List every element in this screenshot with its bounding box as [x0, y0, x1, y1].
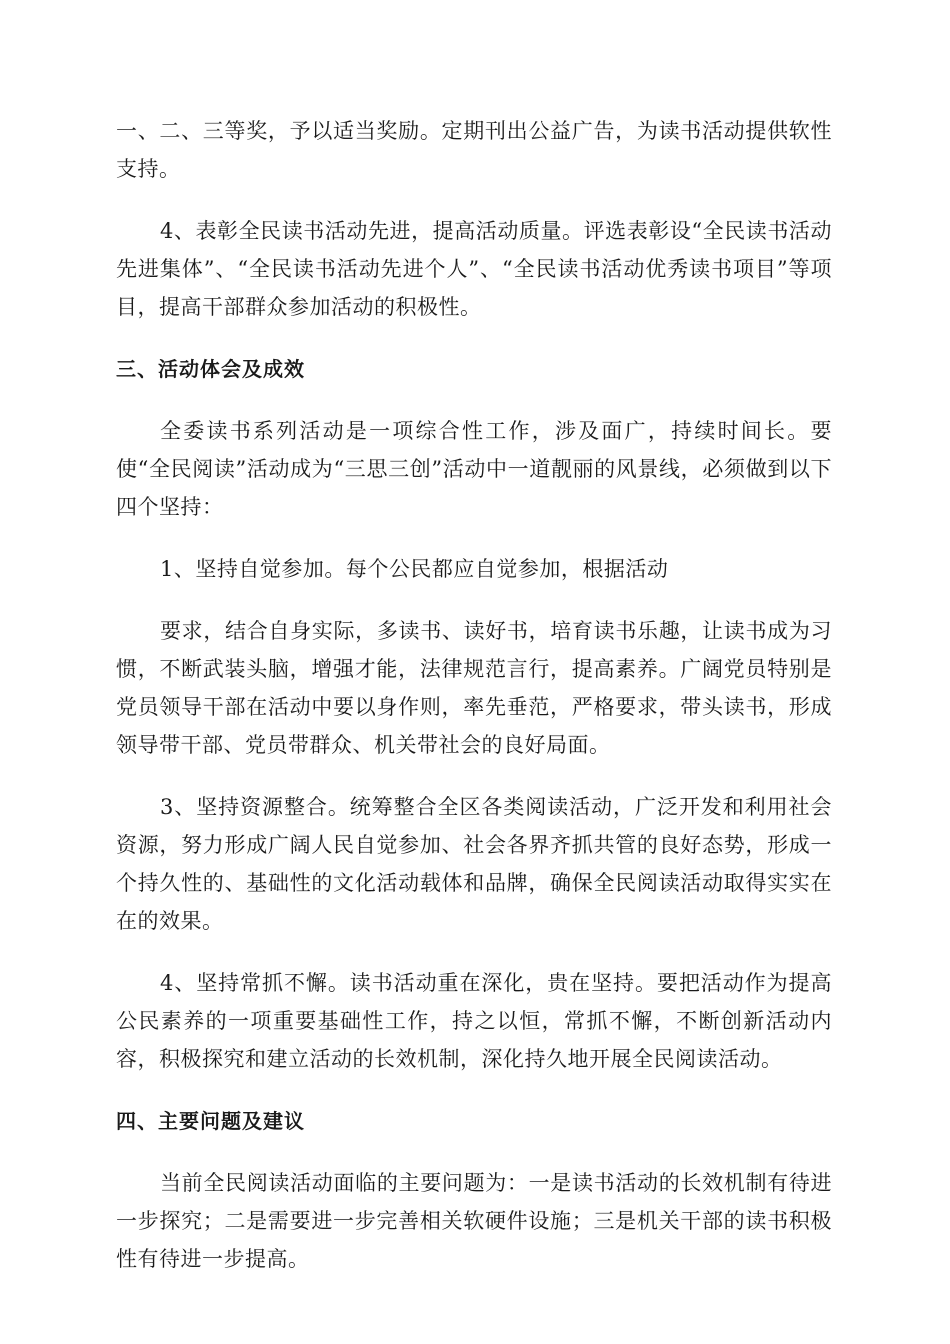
- paragraph-activity-summary: 全委读书系列活动是一项综合性工作，涉及面广，持续时间长。要使“全民阅读”活动成为“三思三创”活动中一道靓丽的风景线，必须做到以下四个坚持：: [116, 419, 832, 519]
- paragraph-persistence: 4、坚持常抓不懈。读书活动重在深化，贵在坚持。要把活动作为提高公民素养的一项重要基础性工作，持之以恒，常抓不懈，不断创新活动内容，积极探究和建立活动的长效机制，深化持久地开展全民阅读活动。: [116, 971, 832, 1071]
- paragraph-awards: 一、二、三等奖，予以适当奖励。定期刊出公益广告，为读书活动提供软性支持。: [116, 119, 832, 181]
- section-heading-3: 三、活动体会及成效: [116, 357, 305, 381]
- paragraph-problems: 当前全民阅读活动面临的主要问题为：一是读书活动的长效机制有待进一步探究；二是需要进一步完善相关软硬件设施；三是机关干部的读书积极性有待进一步提高。: [116, 1171, 832, 1271]
- section-heading-4: 四、主要问题及建议: [116, 1109, 305, 1133]
- paragraph-resource-integration: 3、坚持资源整合。统筹整合全区各类阅读活动，广泛开发和利用社会资源，努力形成广阔人民自觉参加、社会各界齐抓共管的良好态势，形成一个持久性的、基础性的文化活动载体和品牌，确保全民阅读活动取得实实在在的效果。: [116, 795, 832, 933]
- paragraph-requirements: 要求，结合自身实际，多读书、读好书，培育读书乐趣，让读书成为习惯，不断武装头脑，增强才能，法律规范言行，提高素养。广阔党员特别是党员领导干部在活动中要以身作则，率先垂范，严格要求，带头读书，形成领导带干部、党员带群众、机关带社会的良好局面。: [116, 619, 832, 757]
- paragraph-persist-participation: 1、坚持自觉参加。每个公民都应自觉参加，根据活动: [160, 557, 669, 581]
- document-page: [116, 112, 832, 1302]
- paragraph-commendation: 4、表彰全民读书活动先进，提高活动质量。评选表彰设“全民读书活动先进集体”、“全民读书活动先进个人”、“全民读书活动优秀读书项目”等项目，提高干部群众参加活动的积极性。: [116, 219, 832, 319]
